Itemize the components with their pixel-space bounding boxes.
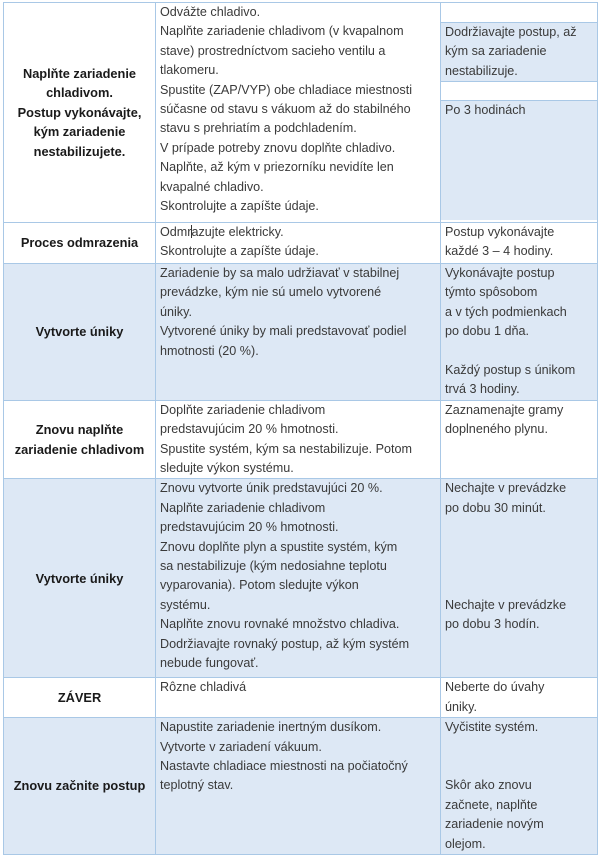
action-line: Dodržiavajte rovnaký postup, až kým systém: [160, 636, 410, 651]
action-line: Znovu doplňte plyn a spustite systém, kým: [160, 539, 398, 554]
action-text: Odmr: [160, 225, 192, 239]
action-line: Nastavte chladiace miestnosti na počiatočný: [160, 759, 408, 774]
action-line: Skontrolujte a zapíšte údaje.: [160, 244, 319, 259]
action-line: Naplňte, až kým v priezorníku nevidíte len: [160, 160, 394, 175]
action-line: tlakomeru.: [160, 63, 219, 78]
notes-cell[interactable]: [441, 678, 598, 718]
step-cell[interactable]: [4, 400, 156, 479]
note-line: Nechajte v prevádzke: [445, 597, 567, 612]
notes-subcell: [441, 101, 597, 220]
note-line: Nechajte v prevádzke: [445, 481, 567, 496]
action-line: predstavujúcim 20 % hmotnosti.: [160, 520, 339, 535]
step-cell[interactable]: [4, 479, 156, 678]
note-gap: [445, 518, 593, 537]
action-line: Odvážte chladivo.: [160, 5, 261, 19]
note-line: Skôr ako znovu: [445, 778, 532, 793]
action-line: [160, 223, 436, 242]
step-line: Vytvorte úniky: [35, 324, 124, 340]
action-line: Vytvorené úniky by mali predstavovať podiel: [160, 324, 407, 339]
note-line: olejom.: [445, 836, 486, 851]
note-line: Dodržiavajte postup, až: [445, 25, 577, 39]
actions-cell[interactable]: [156, 479, 441, 678]
note-line: nestabilizuje.: [445, 63, 518, 78]
actions-cell[interactable]: [156, 3, 441, 223]
action-line: stavu s prehriatím a podchladením.: [160, 121, 357, 136]
action-line: prevádzke, kým nie sú umelo vytvorené: [160, 285, 382, 300]
table-row: [4, 3, 598, 223]
step-cell[interactable]: [4, 223, 156, 264]
step-line: Proces odmrazenia: [20, 235, 139, 251]
notes-subcell-empty: [441, 82, 597, 101]
step-line: Postup vykonávajte,: [17, 104, 142, 120]
notes-cell[interactable]: [441, 400, 598, 479]
action-line: teplotný stav.: [160, 778, 234, 793]
note-line: Neberte do úvahy: [445, 680, 545, 695]
note-line: zariadenie novým: [445, 817, 544, 832]
note-gap: [445, 576, 593, 595]
note-gap: [445, 538, 593, 557]
table-row: [4, 264, 598, 401]
action-line: Spustite (ZAP/VYP) obe chladiace miestnosti: [160, 82, 412, 97]
action-line: súčasne od stavu s vákuom až do stabilného: [160, 102, 411, 117]
note-line: začnete, naplňte: [445, 797, 538, 812]
table-row: [4, 400, 598, 479]
action-line: Spustite systém, kým sa nestabilizuje. Potom: [160, 441, 412, 456]
action-line: vyparovania). Potom sledujte výkon: [160, 578, 359, 593]
action-line: Znovu vytvorte únik predstavujúci 20 %.: [160, 481, 383, 496]
notes-subcell: [441, 23, 597, 82]
note-line: Vykonávajte postup: [445, 266, 555, 280]
action-line: hmotnosti (20 %).: [160, 343, 259, 358]
action-line: Naplňte znovu rovnaké množstvo chladiva.: [160, 617, 400, 632]
actions-cell[interactable]: [156, 264, 441, 401]
step-line: nestabilizujete.: [33, 143, 126, 159]
note-line: Postup vykonávajte: [445, 225, 555, 239]
action-line: sledujte výkon systému.: [160, 461, 294, 476]
notes-cell[interactable]: [441, 264, 598, 401]
step-line: chladivom.: [46, 85, 113, 101]
action-line: V prípade potreby znovu doplňte chladivo.: [160, 140, 396, 155]
action-line: Rôzne chladivá: [160, 680, 247, 695]
action-line: Skontrolujte a zapíšte údaje.: [160, 199, 319, 214]
note-line: Každý postup s únikom: [445, 363, 576, 378]
step-line: zariadenie chladivom: [14, 441, 145, 457]
note-line: každé 3 – 4 hodiny.: [445, 244, 554, 259]
action-line: stave) prostredníctvom sacieho ventilu a: [160, 43, 386, 58]
note-gap: [445, 342, 593, 361]
actions-cell[interactable]: [156, 718, 441, 855]
action-line: Naplňte zariadenie chladivom (v kvapalnom: [160, 24, 404, 39]
action-line: Napustite zariadenie inertným dusíkom.: [160, 720, 382, 735]
step-cell[interactable]: [4, 678, 156, 718]
notes-cell[interactable]: [441, 479, 598, 678]
note-line: týmto spôsobom: [445, 285, 538, 300]
step-line: kým zariadenie: [33, 124, 126, 140]
action-line: systému.: [160, 597, 211, 612]
note-line: trvá 3 hodiny.: [445, 382, 520, 397]
note-gap: [445, 738, 593, 757]
action-line: Naplňte zariadenie chladivom: [160, 500, 326, 515]
note-line: kým sa zariadenie: [445, 44, 547, 59]
actions-cell[interactable]: [156, 223, 441, 264]
action-line: predstavujúcim 20 % hmotnosti.: [160, 422, 339, 437]
action-line: kvapalné chladivo.: [160, 179, 264, 194]
step-line: ZÁVER: [57, 690, 102, 706]
note-gap: [445, 757, 593, 776]
action-line: Zariadenie by sa malo udržiavať v stabilnej: [160, 266, 400, 280]
note-gap: [445, 557, 593, 576]
step-line: Naplňte zariadenie: [22, 65, 137, 81]
note-line: doplneného plynu.: [445, 422, 548, 437]
note-line: a v tých podmienkach: [445, 304, 567, 319]
step-cell[interactable]: [4, 718, 156, 855]
action-line: nebude fungovať.: [160, 656, 259, 671]
actions-cell[interactable]: [156, 400, 441, 479]
table-row: [4, 223, 598, 264]
actions-cell[interactable]: [156, 678, 441, 718]
step-line: Znovu začnite postup: [13, 778, 146, 794]
step-line: Vytvorte úniky: [35, 570, 124, 586]
notes-subcell-empty: [441, 3, 597, 23]
note-line: úniky.: [445, 699, 477, 714]
note-line: po dobu 30 minút.: [445, 500, 546, 515]
notes-cell[interactable]: [441, 718, 598, 855]
step-cell[interactable]: [4, 264, 156, 401]
step-cell[interactable]: [4, 3, 156, 223]
table-row: [4, 718, 598, 855]
step-line: Znovu naplňte: [35, 422, 124, 438]
notes-cell[interactable]: [441, 223, 598, 264]
procedure-table: [3, 2, 598, 855]
note-line: Zaznamenajte gramy: [445, 402, 564, 417]
action-line: Vytvorte v zariadení vákuum.: [160, 739, 322, 754]
note-line: po dobu 1 dňa.: [445, 324, 530, 339]
table-row: [4, 479, 598, 678]
action-line: úniky.: [160, 304, 192, 319]
action-line: sa nestabilizuje (kým nedosiahne teplotu: [160, 559, 387, 574]
table-row: [4, 678, 598, 718]
note-line: Po 3 hodinách: [445, 103, 526, 117]
action-line: Doplňte zariadenie chladivom: [160, 402, 326, 417]
note-line: po dobu 3 hodín.: [445, 617, 540, 632]
action-text: azujte elektricky.: [191, 225, 284, 239]
notes-cell[interactable]: [441, 3, 598, 223]
note-line: Vyčistite systém.: [445, 720, 539, 735]
